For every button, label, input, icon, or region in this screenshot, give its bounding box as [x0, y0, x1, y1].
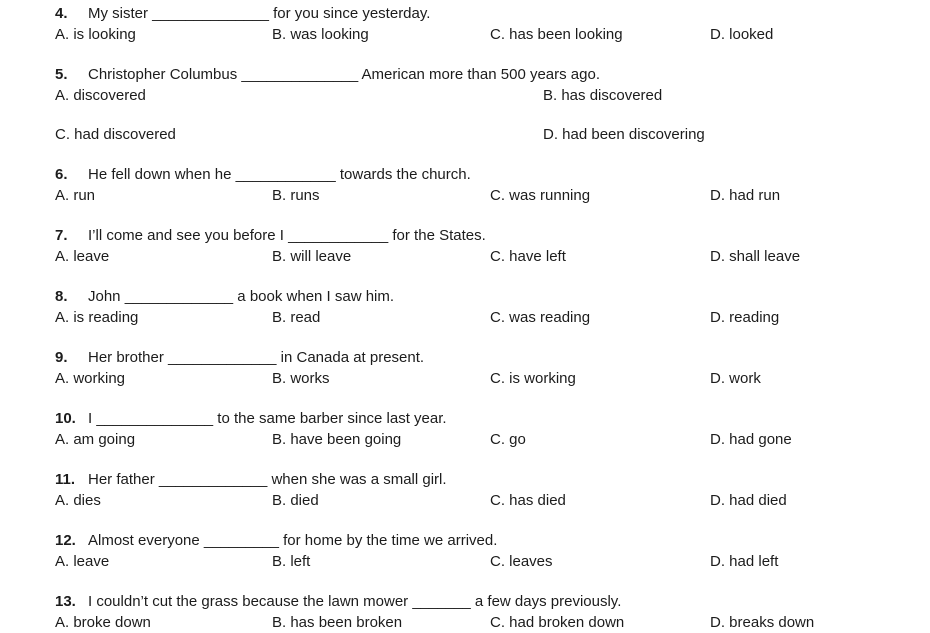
- option-a[interactable]: A. is reading: [55, 309, 139, 326]
- question-text: I ______________ to the same barber since last year.: [88, 410, 447, 427]
- question-text: I couldn’t cut the grass because the lawn mower _______ a few days previously.: [88, 593, 622, 610]
- option-b[interactable]: B. left: [272, 553, 311, 570]
- option-c[interactable]: C. has died: [490, 492, 566, 509]
- question-number: 4.: [55, 5, 68, 22]
- question-line: [55, 225, 930, 246]
- question-line: [55, 164, 930, 185]
- option-c[interactable]: C. had discovered: [55, 126, 176, 143]
- question-number: 7.: [55, 227, 68, 244]
- option-d[interactable]: D. had run: [710, 187, 781, 204]
- option-b[interactable]: B. was looking: [272, 26, 369, 43]
- question-number: 6.: [55, 166, 68, 183]
- question-number: 9.: [55, 349, 68, 366]
- option-c[interactable]: C. go: [490, 431, 526, 448]
- options-row: [55, 490, 930, 511]
- option-a[interactable]: A. run: [55, 187, 96, 204]
- options-row: [55, 185, 930, 206]
- option-a[interactable]: A. am going: [55, 431, 136, 448]
- option-c[interactable]: C. was running: [490, 187, 591, 204]
- question-text: Almost everyone _________ for home by the time we arrived.: [88, 532, 498, 549]
- question-number: 11.: [55, 471, 76, 488]
- option-a[interactable]: A. dies: [55, 492, 101, 509]
- question-number: 12.: [55, 532, 76, 549]
- option-d[interactable]: D. shall leave: [710, 248, 801, 265]
- question-line: [55, 286, 930, 307]
- option-b[interactable]: B. runs: [272, 187, 320, 204]
- option-b[interactable]: B. works: [272, 370, 330, 387]
- question-block-12: [55, 530, 930, 572]
- question-line: [55, 469, 930, 490]
- option-d[interactable]: D. work: [710, 370, 761, 387]
- option-c[interactable]: C. have left: [490, 248, 566, 265]
- option-a[interactable]: A. discovered: [55, 87, 146, 104]
- question-line: [55, 408, 930, 429]
- option-a[interactable]: A. working: [55, 370, 126, 387]
- question-block-4: [55, 3, 930, 45]
- question-number: 5.: [55, 66, 68, 83]
- question-text: My sister ______________ for you since yesterday.: [88, 5, 431, 22]
- option-d[interactable]: D. had left: [710, 553, 779, 570]
- question-block-7: [55, 225, 930, 267]
- option-c[interactable]: C. was reading: [490, 309, 591, 326]
- option-d[interactable]: D. reading: [710, 309, 780, 326]
- question-line: [55, 530, 930, 551]
- question-line: [55, 3, 930, 24]
- options-row: [55, 24, 930, 45]
- question-text: I’ll come and see you before I ____________ for the States.: [88, 227, 486, 244]
- question-block-5: [55, 64, 930, 145]
- option-b[interactable]: B. will leave: [272, 248, 352, 265]
- question-block-9: [55, 347, 930, 389]
- option-d[interactable]: D. looked: [710, 26, 774, 43]
- question-text: Her brother _____________ in Canada at present.: [88, 349, 425, 366]
- option-c[interactable]: C. had broken down: [490, 614, 625, 631]
- option-a[interactable]: A. broke down: [55, 614, 151, 631]
- options-row: [55, 612, 930, 633]
- options-row: [55, 85, 930, 106]
- question-block-8: [55, 286, 930, 328]
- question-line: [55, 347, 930, 368]
- option-b[interactable]: B. has been broken: [272, 614, 403, 631]
- question-number: 8.: [55, 288, 68, 305]
- option-d[interactable]: D. had been discovering: [543, 126, 705, 143]
- option-b[interactable]: B. has discovered: [543, 87, 663, 104]
- option-c[interactable]: C. has been looking: [490, 26, 623, 43]
- options-row: [55, 368, 930, 389]
- question-line: [55, 64, 930, 85]
- question-text: Christopher Columbus ______________ American more than 500 years ago.: [88, 66, 600, 83]
- option-d[interactable]: D. had gone: [710, 431, 792, 448]
- question-number: 13.: [55, 593, 76, 610]
- option-a[interactable]: A. leave: [55, 553, 110, 570]
- option-d[interactable]: D. breaks down: [710, 614, 815, 631]
- question-block-6: [55, 164, 930, 206]
- question-text: John _____________ a book when I saw him.: [88, 288, 395, 305]
- question-block-11: [55, 469, 930, 511]
- question-text: He fell down when he ____________ towards the church.: [88, 166, 471, 183]
- options-row: [55, 551, 930, 572]
- question-block-13: [55, 591, 930, 633]
- options-row: [55, 307, 930, 328]
- options-row: [55, 124, 930, 145]
- option-c[interactable]: C. leaves: [490, 553, 553, 570]
- option-b[interactable]: B. died: [272, 492, 319, 509]
- option-b[interactable]: B. read: [272, 309, 321, 326]
- option-a[interactable]: A. leave: [55, 248, 110, 265]
- option-a[interactable]: A. is looking: [55, 26, 136, 43]
- question-line: [55, 591, 930, 612]
- question-text: Her father _____________ when she was a small girl.: [88, 471, 447, 488]
- question-block-10: [55, 408, 930, 450]
- option-b[interactable]: B. have been going: [272, 431, 402, 448]
- options-row: [55, 246, 930, 267]
- option-d[interactable]: D. had died: [710, 492, 787, 509]
- question-number: 10.: [55, 410, 76, 427]
- option-c[interactable]: C. is working: [490, 370, 576, 387]
- options-row: [55, 429, 930, 450]
